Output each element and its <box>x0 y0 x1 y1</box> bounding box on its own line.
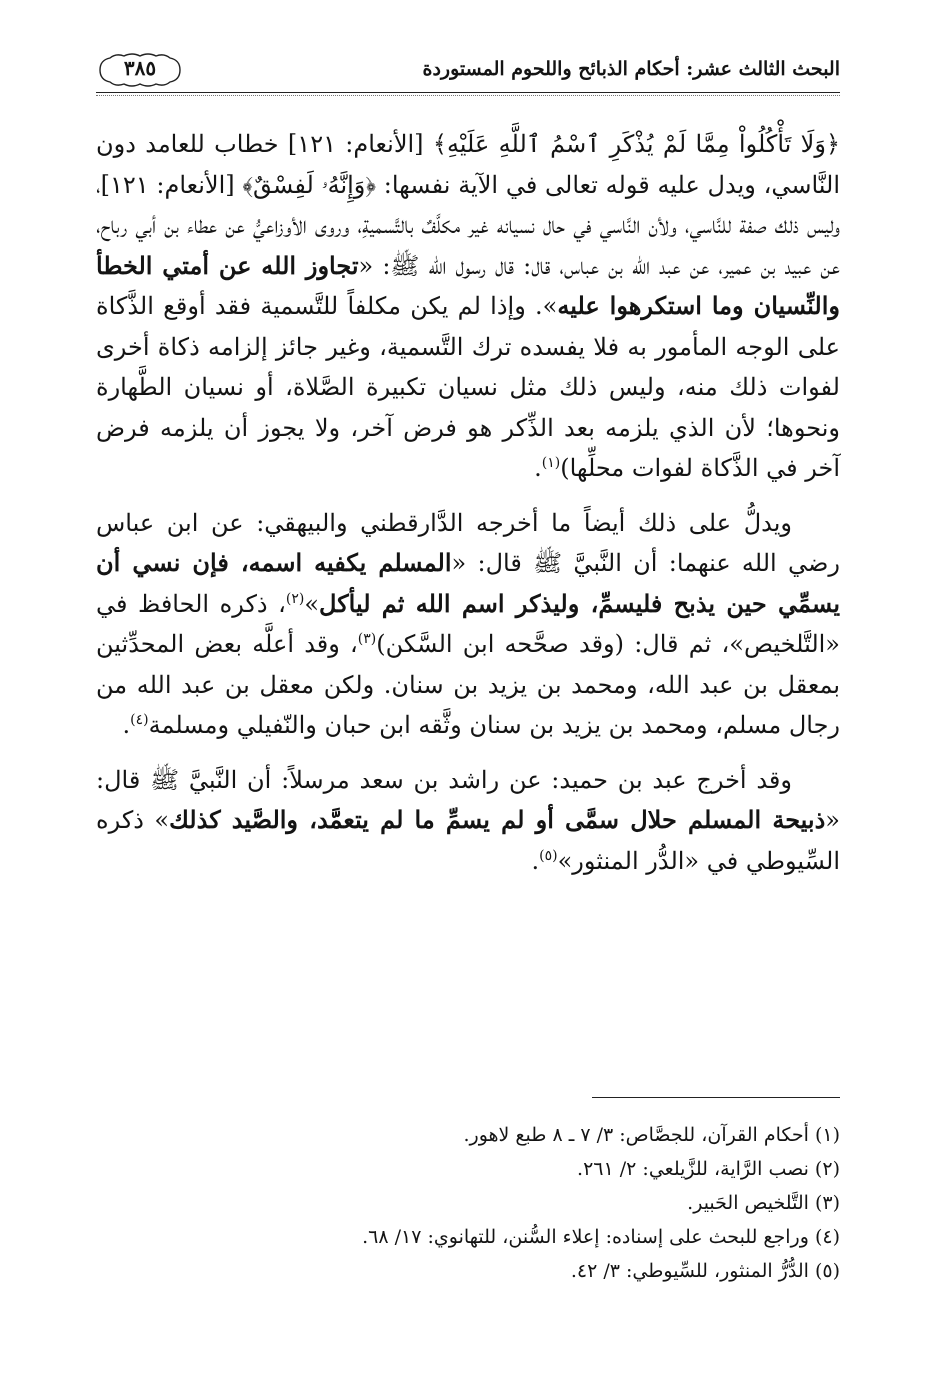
footnotes <box>96 1118 840 1288</box>
page-header <box>96 52 840 92</box>
footnote-ref: (٥) <box>539 847 558 864</box>
paragraph <box>96 124 840 489</box>
footnote-separator <box>592 1097 840 1098</box>
footnote-ref: (٢) <box>285 590 305 607</box>
footnote: (٢) نصب الرَّاية، للزَّيلعي: ٢/ ٢٦١. <box>577 1158 840 1180</box>
footnote-ref: (٤) <box>130 712 149 728</box>
footnote: (٥) الدُّرُّ المنثور، للسِّيوطي: ٣/ ٤٢. <box>570 1260 840 1282</box>
paragraph <box>96 503 840 746</box>
text-run: [الأنعام: ١٢١]، وليس ذلك صفة للنَّاسي، ولأن النَّاسي في حال نسيانه غير مكلَّفٌ بالتَّسميةِ، وروى الأوزاعيُّ عن عطاء بن أبي رباح، عن عبيد بن عمير، عن عبد الله بن عباس، قال: قال رسول الله ﷺ: « <box>96 170 840 280</box>
text-run: » <box>304 589 320 618</box>
paragraph <box>96 760 840 882</box>
quran-verse: ﴿وَلَا تَأْكُلُواْ مِمَّا لَمْ يُذْكَرِ ٱسْمُ ٱللَّهِ عَلَيْهِ﴾ <box>432 130 841 158</box>
header-rule <box>96 92 840 93</box>
page-number-badge <box>96 52 184 88</box>
footnote-ref: (١) <box>541 455 561 471</box>
body-text <box>96 124 840 895</box>
running-title: البحث الثالث عشر: أحكام الذبائح واللحوم المستوردة <box>422 58 840 80</box>
text-run: ويدلُّ على ذلك أيضاً ما أخرجه الدَّارقطني والبيهقي: عن ابن عباس رضي الله عنهما: أن النَّبيَّ ﷺ قال: « <box>96 508 840 577</box>
text-run: ». وإذا لم يكن مكلفاً للتَّسمية فقد أوقع الذَّكاة على الوجه المأمور به فلا يفسده ترك التَّسمية، وغير جائز إلزامه ذكاة أخرى لفوات ذلك منه، وليس ذلك مثل نسيان تكبيرة الصَّلاة، أو نسيان الطَّهارة ونحوها؛ لأن الذي يلزمه بعد الذِّكر هو فرض آخر، ولا يجوز أن يلزمه فرض آخر في الذَّكاة لفوات محلِّها) <box>96 292 840 482</box>
text-run: » ذكره السِّيوطي في «الدُّر المنثور» <box>96 806 840 875</box>
quran-verse: ﴿وَإِنَّهُۥ لَفِسْقٌ﴾ <box>242 170 377 199</box>
hadith-text: تجاوز الله عن أمتي الخطأ والنِّسيان وما استكرهوا عليه <box>96 250 840 320</box>
text-run: . <box>534 454 542 482</box>
hadith-text: المسلم يكفيه اسمه، فإن نسي أن يسمِّي حين يذبح فليسمِّ، وليذكر اسم الله ثم ليأكل <box>96 548 840 618</box>
text-run: ، وقد أعلَّه بعض المحدِّثين بمعقل بن عبد الله، ومحمد بن يزيد بن سنان. ولكن معقل بن عبد الله من رجال مسلم، ومحمد بن يزيد بن سنان وثَّقه ابن حبان والنّفيلي ومسلمة <box>96 630 840 739</box>
header-rule-dotted <box>96 95 840 96</box>
footnote: (١) أحكام القرآن، للجصَّاص: ٣/ ٧ ـ ٨ طبع لاهور. <box>463 1124 840 1146</box>
text-run: . <box>122 711 131 739</box>
hadith-text: ذبيحة المسلم حلال سمَّى أو لم يسمِّ ما لم يتعمَّد، والصَّيد كذلك <box>169 805 826 834</box>
text-run: [الأنعام: ١٢١] خطاب للعامد دون النَّاسي، ويدل عليه قوله تعالى في الآية نفسها: <box>96 130 840 199</box>
footnote-ref: (٣) <box>357 631 377 647</box>
footnote: (٣) التَّلخيص الحَبير. <box>687 1192 840 1214</box>
text-run: . <box>531 846 540 875</box>
page-number: ٣٨٥ <box>123 56 157 80</box>
text-run: ، ذكره الحافظ في «التَّلخيص»، ثم قال: (وقد صحَّحه ابن السَّكن) <box>96 589 840 658</box>
text-run: وقد أخرج عبد بن حميد: عن راشد بن سعد مرسلاً: أن النَّبيَّ ﷺ قال: « <box>96 765 840 834</box>
footnote: (٤) وراجع للبحث على إسناده: إعلاء السُّنن، للتهانوي: ١٧/ ٦٨. <box>362 1226 840 1248</box>
